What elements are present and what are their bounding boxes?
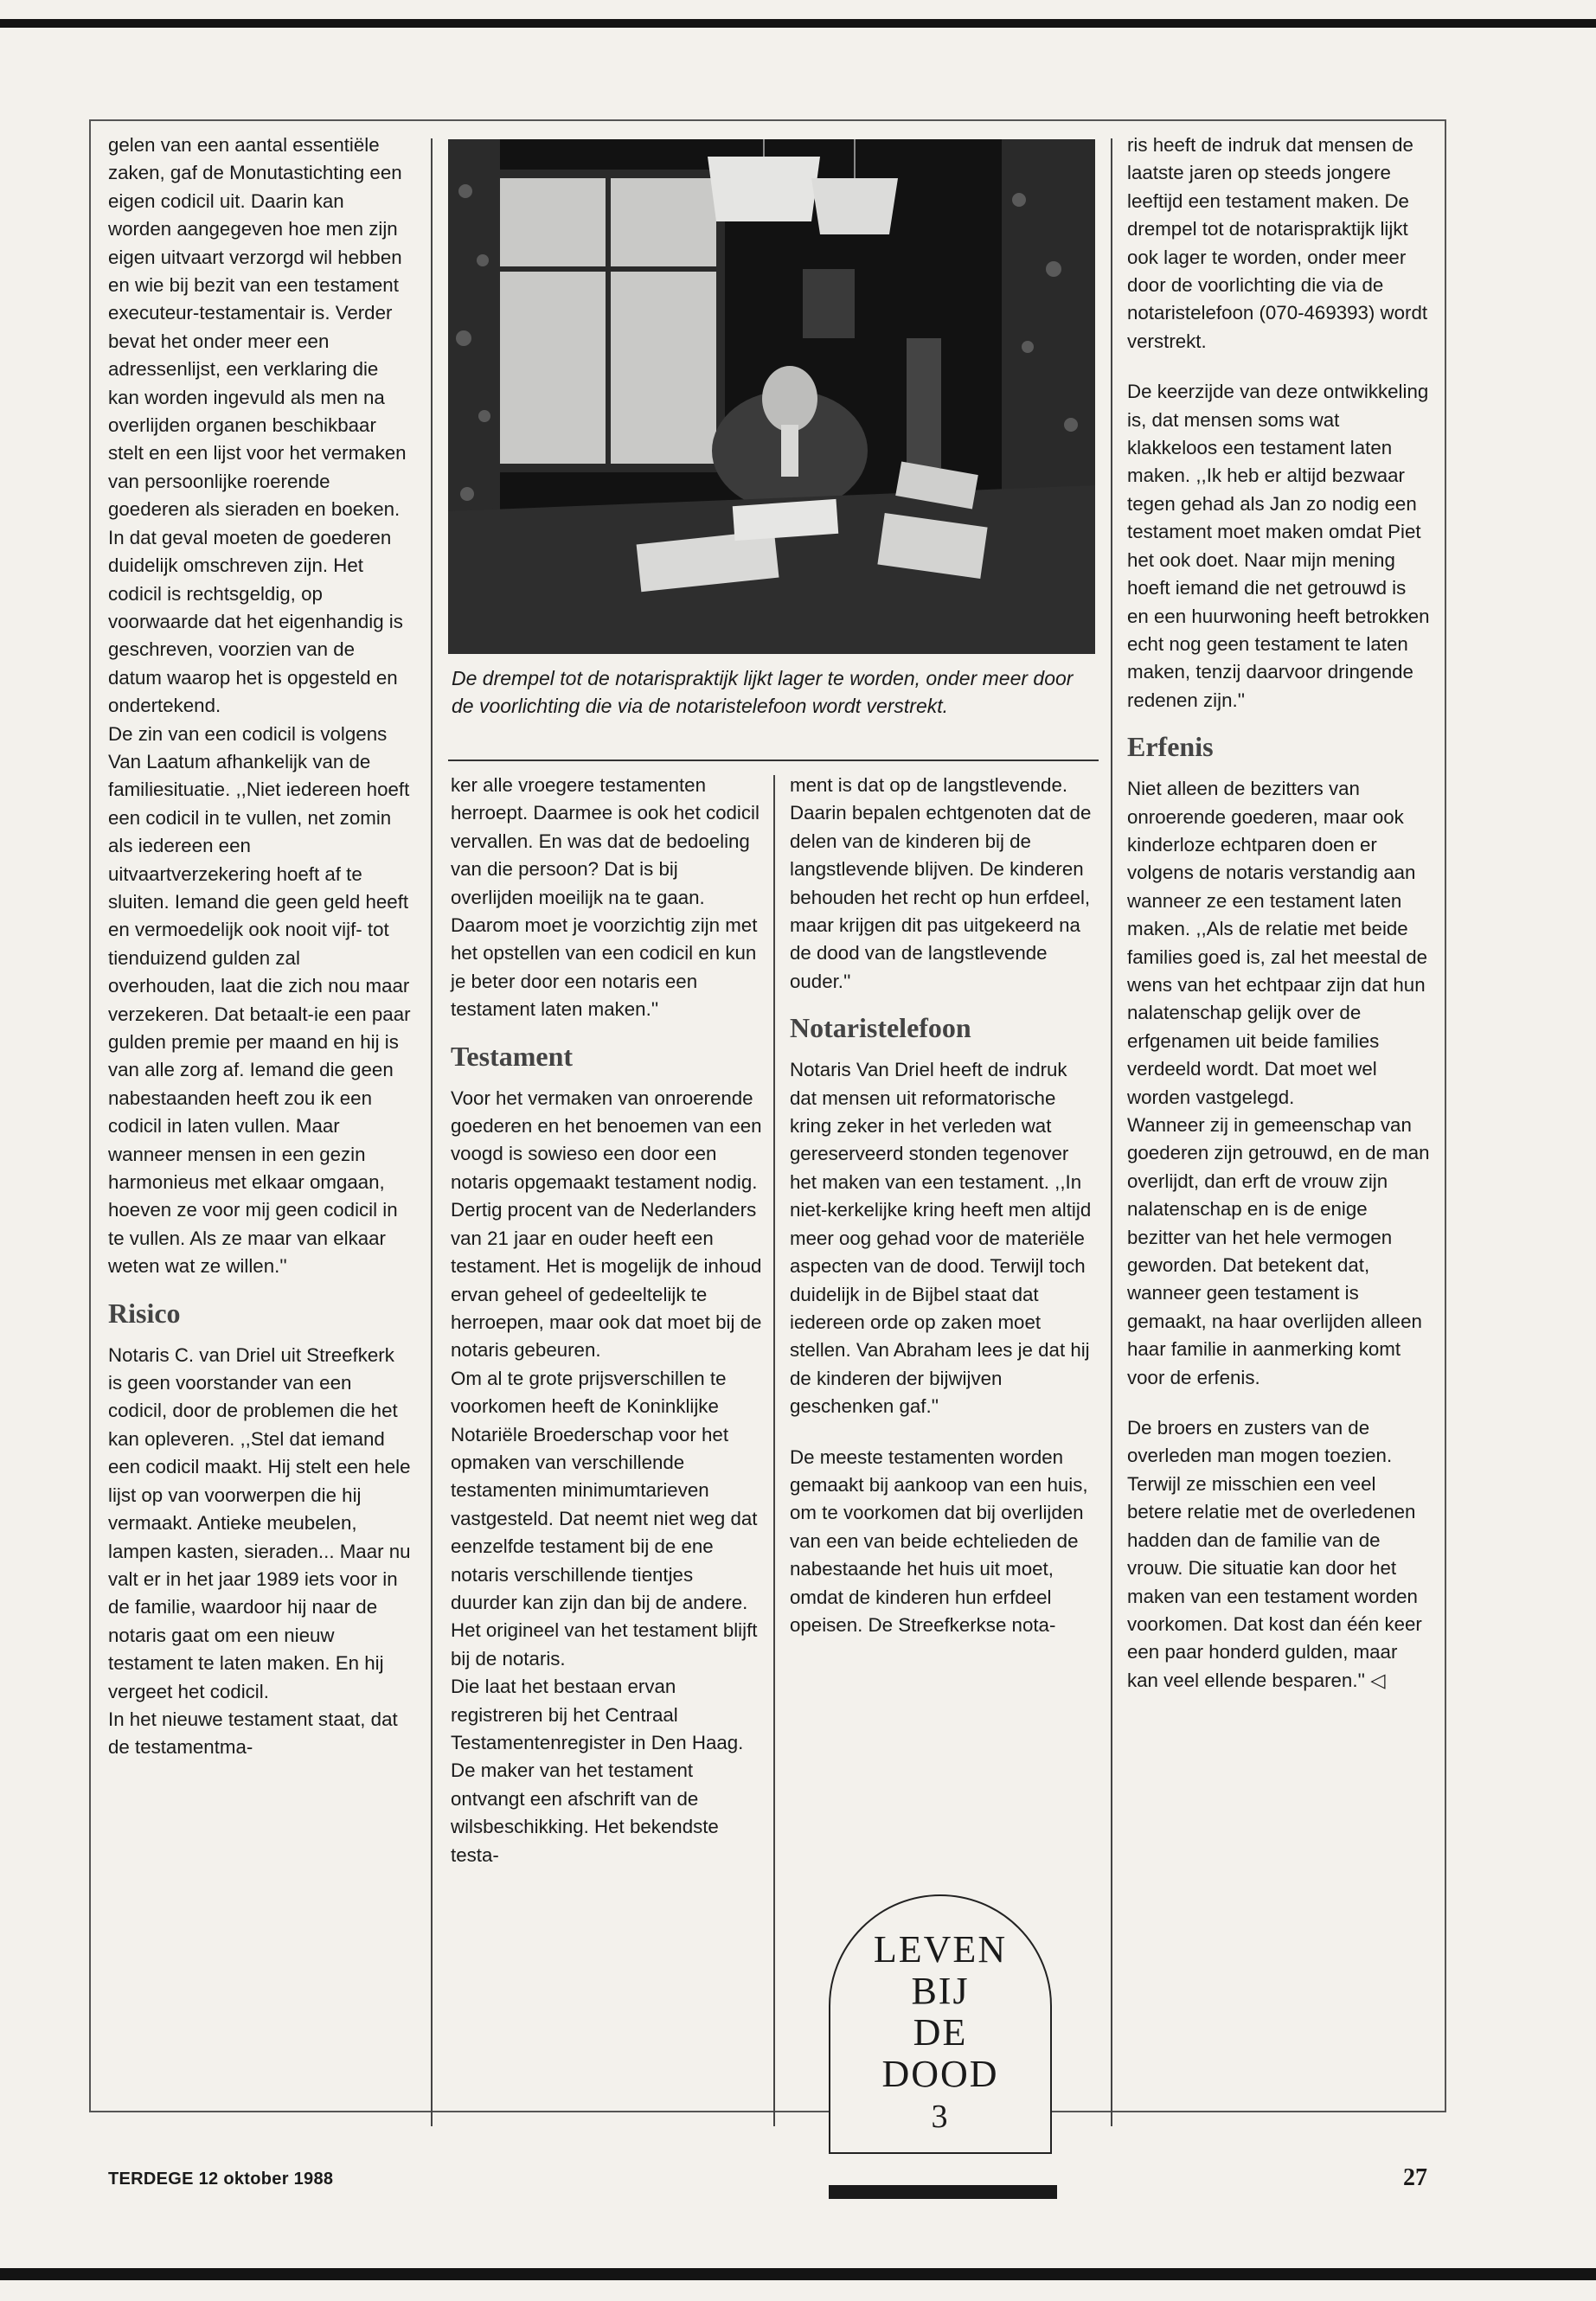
column-rule: [1111, 138, 1112, 2126]
paragraph: Niet alleen de bezitters van onroerende goederen, maar ook kinderloze echtparen doen er volgens de notaris verstandig aan wanneer ze een testament laten maken. ,,Als de relatie met beide families goed is, zal het meestal de wens van het echtpaar zijn dat hun nalatenschap gelijk over de erfgenamen uit beide families verdeeld wordt. Dat moet wel worden vastgelegd.: [1127, 778, 1428, 1108]
paragraph: Voor het vermaken van onroerende goederen en het benoemen van een voogd is sowieso een door een notaris opgemaakt testament nodig. Dertig procent van de Nederlanders van 21 jaar en ouder heeft een testament. Het is mogelijk de inhoud ervan geheel of gedeeltelijk te herroepen, maar ook dat moet bij de notaris gebeuren.: [451, 1086, 762, 1362]
photo-notary-at-desk: [448, 139, 1095, 654]
leven-bij-de-dood-tombstone: [829, 1894, 1052, 2154]
page-number: 27: [1403, 2164, 1427, 2191]
paragraph: ment is dat op de langstlevende. Daarin bepalen echtgenoten dat de delen van de kinderen bij de langstlevende blijven. De kinderen behouden het recht op hun erfdeel, maar krijgen dit pas uitgekeerd na de dood van de langstlevende ouder.'': [790, 774, 1092, 992]
paragraph: Notaris C. van Driel uit Streefkerk is geen voorstander van een codicil, door de problemen die het kan opleveren. ,,Stel dat iemand een codicil maakt. Hij stelt een hele lijst op van voorwerpen die hij vermaakt. Antieke meubelen, lampen kasten, sieraden... Maar nu valt er in het jaar 1989 iets voor in de familie, waardoor hij naar de notaris gaat om een nieuw testament te laten maken. En hij vergeet het codicil.: [108, 1343, 411, 1702]
tombstone-text: LEVEN: [873, 1928, 1008, 1971]
column-3: [790, 772, 1098, 1639]
paragraph: gelen van een aantal essentiële zaken, gaf de Monutastichting een eigen codicil uit. Daarin kan worden aangegeven hoe men zijn eigen uitvaart verzorgd wil hebben en wie bij bezit van een testament executeur-testamentair is. Verder bevat het onder meer een adressenlijst, een verklaring die kan worden ingevuld als men na overlijden organen beschikbaar stelt en een lijst voor het vermaken van persoonlijke roerende goederen als sieraden en boeken. In dat geval moeten de goederen duidelijk omschreven zijn. Het codicil is rechtsgeldig, op voorwaarde dat het eigenhandig is geschreven, voorzien van de datum waarop het is opgesteld en ondertekend.: [108, 134, 407, 717]
column-2: [451, 772, 762, 1869]
photo-caption: De drempel tot de notarispraktijk lijkt lager te worden, onder meer door de voorlichting die via de notaristelefoon wordt verstrekt.: [452, 667, 1074, 717]
column-rule: [773, 775, 775, 2126]
tombstone-base: [829, 2185, 1057, 2199]
caption-rule: [448, 760, 1099, 761]
series-number: 3: [931, 2099, 950, 2135]
bottom-rule: [0, 2268, 1596, 2280]
paragraph: Om al te grote prijsverschillen te voorkomen heeft de Koninklijke Notariële Broederschap voor het opmaken van verschillende testamenten minimumtarieven vastgesteld. Dat neemt niet weg dat eenzelfde testament bij de ene notaris verschillende tientjes duurder kan zijn dan bij de andere. Het origineel van het testament blijft bij de notaris.: [451, 1367, 758, 1670]
paragraph: De zin van een codicil is volgens Van Laatum afhankelijk van de familiesituatie. ,,Niet iedereen hoeft een codicil in te vullen, net zomin als iedereen een uitvaartverzekering hoeft af te sluiten. Iemand die geen geld heeft en vermoedelijk ook nooit vijf- tot tienduizend gulden zal overhouden, laat die zich nou maar verzekeren. Dat betaalt-ie een paar gulden premie per maand en hij is van alle zorg af. Iemand die geen nabestaanden heeft zou ik een codicil in laten vullen. Maar wanneer mensen in een gezin harmonieus met elkaar omgaan, hoeven ze voor mij geen codicil in te vullen. Als ze maar van elkaar weten wat ze willen.'': [108, 722, 411, 1278]
paragraph: Wanneer zij in gemeenschap van goederen zijn getrouwd, en de man overlijdt, dan erft de vrouw zijn nalatenschap en is de enige bezitter van het hele vermogen geworden. Dat betekent dat, wanneer geen testament is gemaakt, na haar overlijden alleen haar familie in aanmerking komt voor de erfenis.: [1127, 1114, 1430, 1388]
paragraph: Notaris Van Driel heeft de indruk dat mensen uit reformatorische kring zeker in het verleden wat gereserveerd stonden tegenover het maken van een testament. ,,In niet-kerkelijke kring heeft men altijd meer oog gehad voor de materiële aspecten van de dood. Terwijl toch duidelijk in de Bijbel staat dat iedereen orde op zaken moet stellen. Van Abraham lees je dat hij de kinderen der bijwijven geschenken gaf.'': [790, 1059, 1092, 1418]
column-1: [108, 131, 411, 1762]
column-4: [1127, 131, 1430, 1695]
section-heading-notaristelefoon: Notaristelefoon: [790, 1012, 971, 1044]
paragraph: ris heeft de indruk dat mensen de laatste jaren op steeds jongere leeftijd een testament maken. De drempel tot de notarispraktijk lijkt ook lager te worden, onder meer door de voorlichting die via de notaristelefoon (070-469393) wordt verstrekt.: [1127, 134, 1428, 352]
top-rule: [0, 19, 1596, 28]
column-rule: [431, 138, 433, 2126]
photo-illustration: [448, 139, 1095, 654]
paragraph: De meeste testamenten worden gemaakt bij aankoop van een huis, om te voorkomen dat bij overlijden van een van beide echtelieden de nabestaande het huis uit moet, omdat de kinderen hun erfdeel opeisen. De Streefkerkse nota-: [790, 1445, 1088, 1636]
paragraph: De broers en zusters van de overleden man mogen toezien. Terwijl ze misschien een veel betere relatie met de overledenen hadden dan de familie van de vrouw. Die situatie kan door het maken van een testament worden voorkomen. Dat kost dan één keer een paar honderd gulden, maar kan veel ellende besparen.'' ◁: [1127, 1417, 1422, 1691]
paragraph: De keerzijde van deze ontwikkeling is, dat mensen soms wat klakkeloos een testament laten maken. ,,Ik heb er altijd bezwaar tegen gehad als Jan zo nodig een testament moet maken omdat Piet het ook doet. Naar mijn mening hoeft iemand die net getrouwd is en een huurwoning heeft betrokken echt nog geen testament te laten maken, tenzij daarvoor dringende redenen zijn.'': [1127, 381, 1430, 711]
tombstone-text: DE: [913, 2011, 968, 2054]
paragraph: Die laat het bestaan ervan registreren bij het Centraal Testamentenregister in Den Haag. De maker van het testament ontvangt een afschrift van de wilsbeschikking. Het bekendste testa-: [451, 1676, 744, 1866]
section-heading-erfenis: Erfenis: [1127, 731, 1214, 763]
paragraph: In het nieuwe testament staat, dat de testamentma-: [108, 1708, 398, 1759]
paragraph: ker alle vroegere testamenten herroept. Daarmee is ook het codicil vervallen. En was dat de bedoeling van die persoon? Dat is bij overlijden moeilijk na te gaan. Daarom moet je voorzichtig zijn met het opstellen van een codicil en kun je beter door een notaris een testament laten maken.'': [451, 774, 760, 1021]
tombstone-text: DOOD: [881, 2053, 999, 2095]
publication-footer: TERDEGE 12 oktober 1988: [108, 2170, 334, 2189]
tombstone-text: BIJ: [911, 1970, 970, 2012]
section-heading-testament: Testament: [451, 1040, 574, 1072]
section-heading-risico: Risico: [108, 1297, 181, 1329]
